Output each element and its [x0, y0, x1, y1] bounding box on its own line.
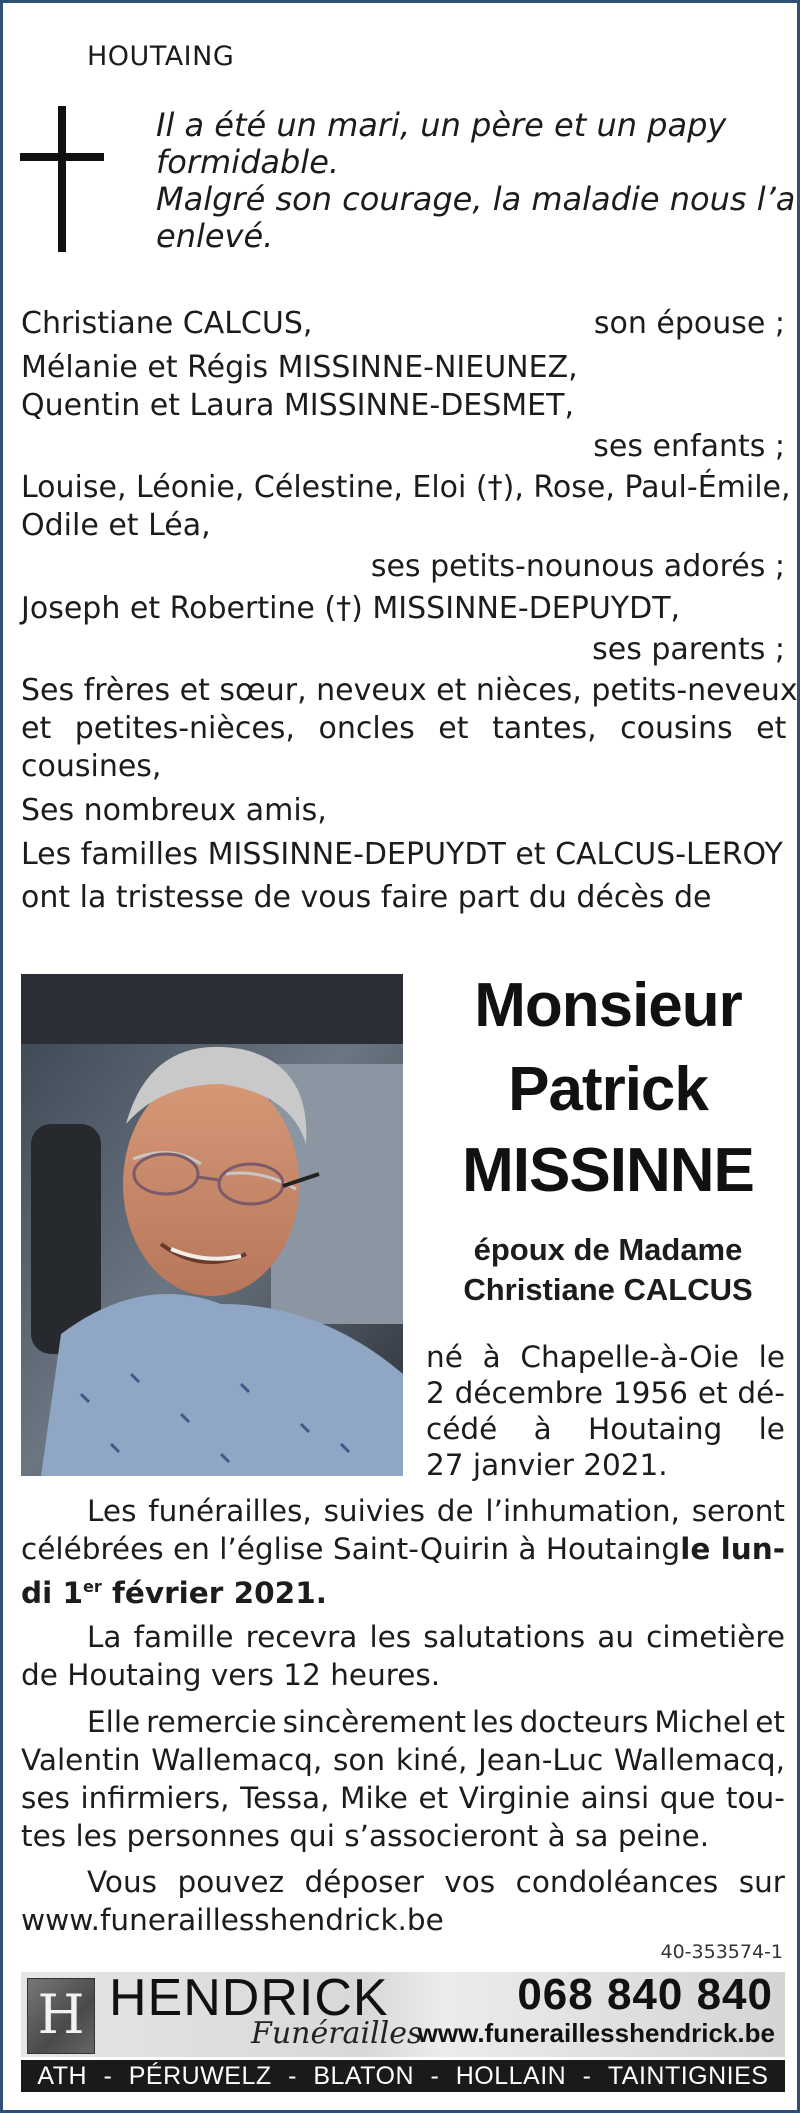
portrait-photo [21, 974, 403, 1476]
word: à [482, 1340, 501, 1374]
thanks-end: tes les personnes qui s’associeront à sa peine. [21, 1819, 710, 1853]
deceased-first-name: Patrick [508, 1055, 708, 1124]
word: de [436, 1494, 474, 1528]
word: remercie [146, 1705, 277, 1739]
town-blaton: BLATON [313, 2062, 415, 2090]
word: tou- [725, 1781, 785, 1815]
funeral-day-start: le lun- [680, 1532, 785, 1566]
grandchildren-line-2: Odile et Léa, [21, 508, 211, 543]
word: Vous [87, 1865, 158, 1899]
condolences-line-2 [21, 1901, 785, 1939]
word: né [426, 1340, 463, 1374]
condolences-website-link[interactable]: www.funeraillesshendrick.be [21, 1903, 444, 1937]
word: au [597, 1620, 635, 1654]
word: Valentin [21, 1743, 141, 1777]
thanks-line-2 [21, 1741, 785, 1779]
children-line-2: Quentin et Laura MISSINNE-DESMET, [21, 388, 574, 423]
reception-line-1 [21, 1618, 785, 1656]
spouse-of-line-1: époux de Madame [473, 1232, 743, 1267]
word: pouvez [177, 1865, 285, 1899]
word: les [369, 1620, 412, 1654]
word: Mike [340, 1781, 408, 1815]
grandchildren-role: ses petits-nounous adorés ; [370, 549, 785, 584]
extended-text-2: et petites-nièces, oncles et tantes, cousins et [21, 711, 787, 746]
word: dé- [737, 1376, 785, 1410]
word: cédé [426, 1412, 498, 1446]
extended-line-2 [21, 710, 785, 748]
thanks-line-1 [21, 1703, 785, 1741]
word: son [333, 1743, 386, 1777]
word: ses [21, 1781, 70, 1815]
funeral-day-end: di 1 [21, 1575, 84, 1610]
thanks-line-3 [21, 1779, 785, 1817]
word: kiné, [395, 1743, 468, 1777]
reference-number: 40-353574-1 [660, 1941, 783, 1963]
word: salutations [423, 1620, 586, 1654]
word: Wallemacq, [151, 1743, 323, 1777]
word: 1956 [612, 1376, 688, 1410]
deceased-last-name: MISSINNE [462, 1136, 754, 1205]
word: Wallemacq, [613, 1743, 785, 1777]
portrait-illustration [21, 974, 403, 1476]
quote-line: Il a été un mari, un père et un papy [156, 106, 727, 144]
brand-name: HENDRICK [109, 1969, 389, 2027]
announcement-line: ont la tristesse de vous faire part du décès de [21, 880, 712, 915]
word: Michel [654, 1705, 750, 1739]
separator: - [430, 2062, 440, 2090]
funeral-line-3 [21, 1568, 785, 1612]
reception-paragraph [21, 1618, 785, 1694]
children-role: ses enfants ; [593, 429, 785, 464]
brand-subtitle: Funérailles [251, 2016, 423, 2051]
condolences-line-1 [21, 1863, 785, 1901]
word: l’inhumation, [485, 1494, 680, 1528]
extended-justified [21, 710, 785, 748]
banner-band [21, 1969, 785, 2057]
word: Chapelle-à-Oie [520, 1340, 739, 1374]
word: et [755, 1705, 785, 1739]
word: seront [691, 1494, 785, 1528]
word: et [418, 1781, 449, 1815]
cross-vertical-bar [58, 106, 66, 252]
word: Elle [87, 1705, 141, 1739]
word: suivies [323, 1494, 425, 1528]
extended-line-3: cousines, [21, 749, 162, 784]
word: déposer [304, 1865, 424, 1899]
reception-time: de Houtaing vers 12 heures. [21, 1658, 441, 1692]
town-taintignies: TAINTIGNIES [607, 2062, 769, 2090]
quote-line: Malgré son courage, la maladie nous l’a [156, 180, 796, 218]
funeral-home-banner [21, 1969, 785, 2092]
word: cimetière [646, 1620, 785, 1654]
word: sincèrement [282, 1705, 467, 1739]
death-date: 27 janvier 2021. [426, 1448, 668, 1482]
word: sur [738, 1865, 785, 1899]
spouse-role: son épouse ; [593, 306, 785, 341]
families-line: Les familles MISSINNE-DEPUYDT et CALCUS-LEROY [21, 837, 783, 872]
quote-line: formidable. [156, 143, 340, 181]
towns-strip [21, 2060, 785, 2092]
town-ath: ATH [37, 2062, 88, 2090]
word: vos [444, 1865, 496, 1899]
word: et [697, 1376, 728, 1410]
funeral-paragraph [21, 1492, 785, 1612]
phone-number[interactable]: 068 840 840 [517, 1970, 773, 2019]
word: que [659, 1781, 716, 1815]
banner-website-link[interactable]: www.funeraillesshendrick.be [417, 2018, 775, 2048]
thanks-paragraph [21, 1703, 785, 1855]
word: à [533, 1412, 552, 1446]
funeral-date [21, 1568, 327, 1612]
word: le [758, 1412, 785, 1446]
spouse-line [21, 305, 785, 343]
funeral-place: célébrées en l’église Saint-Quirin à Houtaing [21, 1532, 681, 1566]
condolences-paragraph [21, 1863, 785, 1939]
funeral-line-2 [21, 1530, 785, 1568]
extended-line [21, 672, 798, 710]
cross-horizontal-bar [20, 153, 104, 161]
word: famille [133, 1620, 234, 1654]
word: recevra [245, 1620, 358, 1654]
spouse-of-line-2: Christiane CALCUS [463, 1272, 753, 1307]
memorial-quote [156, 107, 796, 255]
born-line-2 [426, 1375, 785, 1411]
children-line-1: Mélanie et Régis MISSINNE-NIEUNEZ, [21, 350, 578, 385]
word: ainsi [580, 1781, 650, 1815]
separator: - [288, 2062, 297, 2090]
separator: - [582, 2062, 592, 2090]
born-line-3 [426, 1411, 785, 1447]
city-heading: HOUTAING [87, 41, 235, 72]
extended-text: Ses frères et sœur, neveux et nièces, petits-neveux [21, 673, 798, 708]
word: infirmiers, [80, 1781, 230, 1815]
word: Houtaing [588, 1412, 723, 1446]
parents-role: ses parents ; [592, 632, 785, 667]
reception-line-2 [21, 1656, 785, 1694]
logo-letter: H [37, 1983, 85, 2046]
born-line-4 [426, 1447, 785, 1483]
word: Les [87, 1494, 137, 1528]
born-line-1 [426, 1339, 785, 1375]
quote-line: enlevé. [156, 217, 274, 255]
separator: - [103, 2062, 113, 2090]
funeral-line-1 [21, 1492, 785, 1530]
extended-family [21, 672, 798, 710]
word: Tessa, [240, 1781, 330, 1815]
parents-line: Joseph et Robertine (†) MISSINNE-DEPUYDT, [21, 591, 681, 626]
friends-line: Ses nombreux amis, [21, 793, 327, 828]
deceased-title: Monsieur [474, 971, 742, 1040]
word: 2 [426, 1376, 445, 1410]
town-peruwelz: PÉRUWELZ [128, 2062, 272, 2090]
word: les [471, 1705, 514, 1739]
ordinal-suffix: er [83, 1577, 102, 1596]
spouse-name: Christiane CALCUS, [21, 306, 313, 341]
hendrick-logo [27, 1978, 95, 2054]
word: Jean-Luc [478, 1743, 604, 1777]
town-hollain: HOLLAIN [455, 2062, 567, 2090]
word: condoléances [515, 1865, 719, 1899]
word: La [87, 1620, 122, 1654]
word: décembre [454, 1376, 603, 1410]
word: funérailles, [148, 1494, 312, 1528]
birth-death-info [426, 1339, 785, 1483]
word: Virginie [458, 1781, 571, 1815]
word: docteurs [519, 1705, 649, 1739]
funeral-month-year: février 2021. [101, 1575, 327, 1610]
word: le [758, 1340, 785, 1374]
thanks-line-4 [21, 1817, 785, 1855]
grandchildren-line-1: Louise, Léonie, Célestine, Eloi (†), Rose, Paul-Émile, [21, 470, 791, 505]
